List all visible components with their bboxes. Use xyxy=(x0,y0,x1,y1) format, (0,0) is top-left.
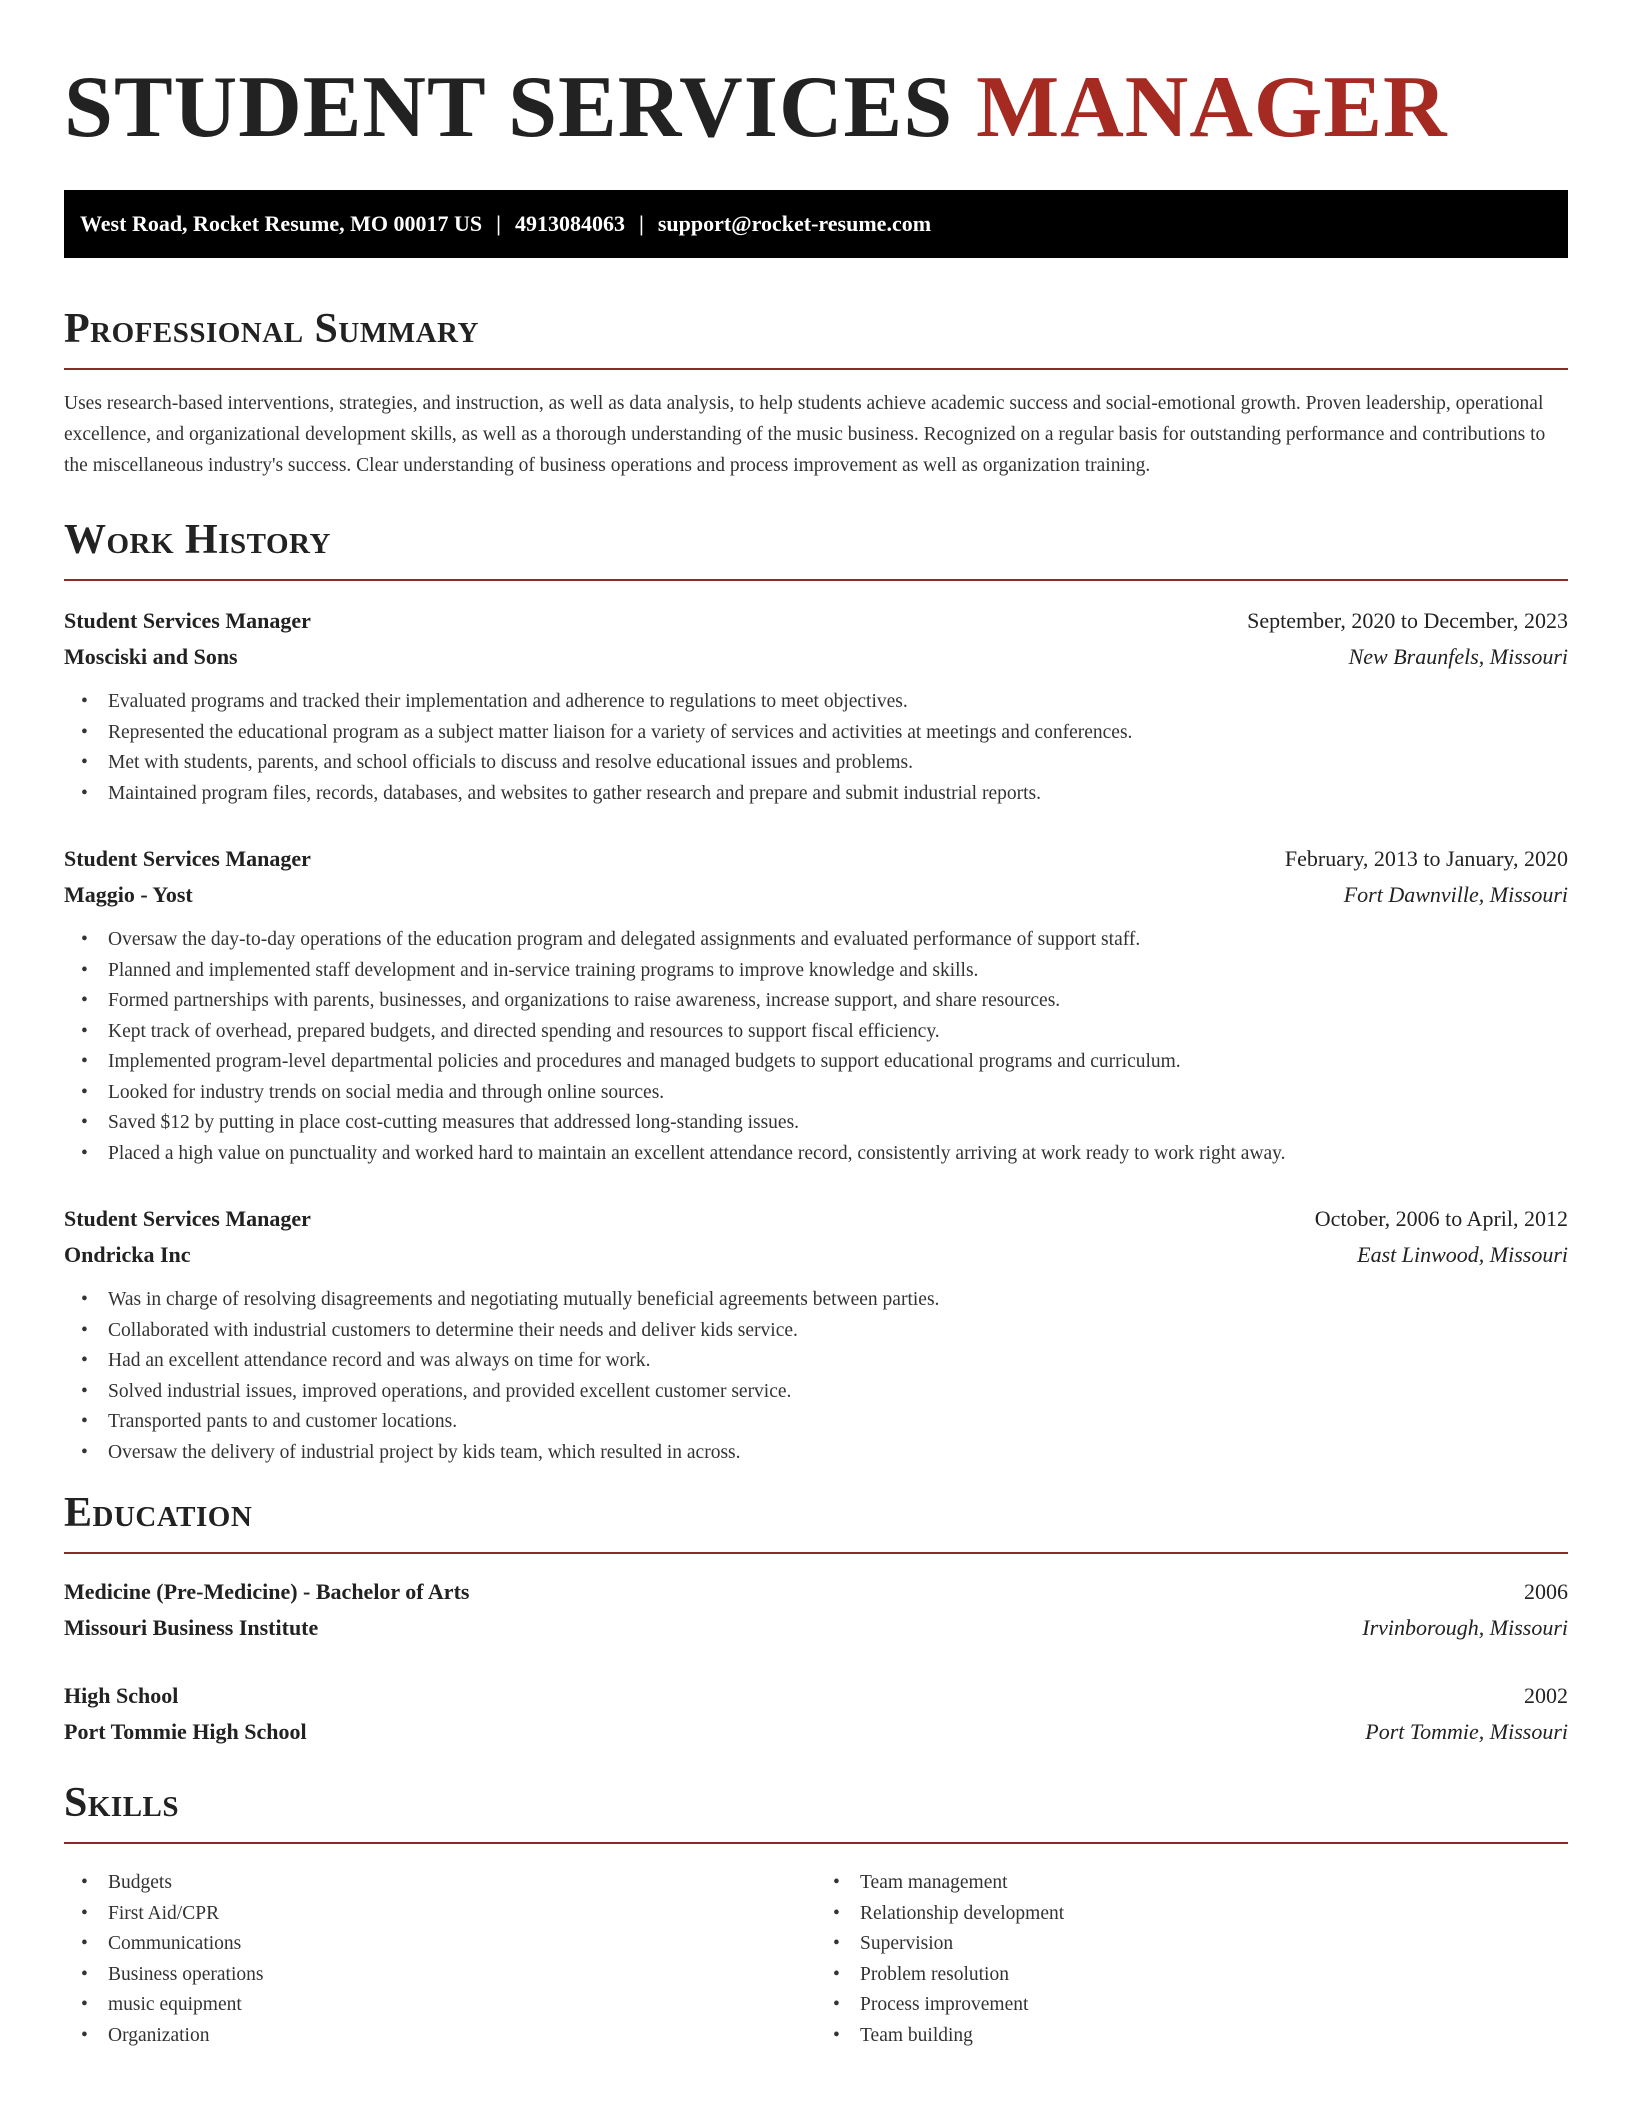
job-entry xyxy=(64,603,1568,809)
job-bullet: • Was in charge of resolving disagreements and negotiating mutually beneficial agreements between parties. xyxy=(64,1285,1568,1316)
job-company-row xyxy=(64,639,1568,675)
contact-phone: 4913084063 xyxy=(514,211,625,236)
education-list xyxy=(64,1574,1568,1750)
skill-item: • Budgets xyxy=(64,1868,816,1899)
job-location: East Linwood, Missouri xyxy=(1357,1242,1568,1267)
resume-title xyxy=(64,59,1568,156)
job-bullet: • Evaluated programs and tracked their implementation and adherence to regulations to meet objectives. xyxy=(64,687,1568,718)
skills-column-left xyxy=(64,1868,816,2051)
job-bullet: • Solved industrial issues, improved operations, and provided excellent customer service. xyxy=(64,1377,1568,1408)
job-location: New Braunfels, Missouri xyxy=(1348,644,1568,669)
job-company-row xyxy=(64,1237,1568,1273)
job-header-row xyxy=(64,841,1568,877)
education-school-row xyxy=(64,1610,1568,1646)
job-bullet: • Met with students, parents, and school officials to discuss and resolve educational issues and problems. xyxy=(64,748,1568,779)
job-bullet: • Looked for industry trends on social media and through online sources. xyxy=(64,1078,1568,1109)
education-header-row xyxy=(64,1678,1568,1714)
education-location: Port Tommie, Missouri xyxy=(1365,1719,1568,1744)
section-heading-work: Work History xyxy=(64,517,331,563)
education-degree: High School xyxy=(64,1683,179,1708)
skill-item: • First Aid/CPR xyxy=(64,1899,816,1930)
job-company-row xyxy=(64,877,1568,913)
summary-text: Uses research-based interventions, strategies, and instruction, as well as data analysis, to help students achieve academic success and social-emotional growth. Proven leadership, operational excellence, and organizational development skills, as well as a thorough understanding of the music business. Recognized on a regular basis for outstanding performance and contributions to the miscellaneous industry's success. Clear understanding of business operations and process improvement as well as organization training. xyxy=(64,393,1546,476)
education-degree: Medicine (Pre-Medicine) - Bachelor of Arts xyxy=(64,1579,470,1604)
skills-column-right xyxy=(816,1868,1568,2051)
education-header-row xyxy=(64,1574,1568,1610)
section-divider xyxy=(64,579,1568,581)
job-bullet: • Formed partnerships with parents, businesses, and organizations to raise awareness, increase support, and share resources. xyxy=(64,986,1568,1017)
education-entry xyxy=(64,1574,1568,1646)
education-location: Irvinborough, Missouri xyxy=(1362,1615,1568,1640)
job-bullet-list xyxy=(64,1285,1568,1468)
skill-item: • music equipment xyxy=(64,1990,816,2021)
education-section xyxy=(64,1492,1568,1750)
section-divider xyxy=(64,1552,1568,1554)
job-title: Student Services Manager xyxy=(64,846,311,871)
job-bullet: • Had an excellent attendance record and was always on time for work. xyxy=(64,1346,1568,1377)
contact-separator: | xyxy=(638,211,644,236)
contact-separator: | xyxy=(496,211,501,236)
education-school-row xyxy=(64,1714,1568,1750)
skill-item: • Supervision xyxy=(816,1929,1568,1960)
job-bullet: • Saved $12 by putting in place cost-cutting measures that addressed long-standing issues. xyxy=(64,1108,1568,1139)
job-bullet-list xyxy=(64,687,1568,809)
title-job-words: STUDENT SERVICES xyxy=(64,59,954,156)
job-dates: October, 2006 to April, 2012 xyxy=(1314,1206,1568,1231)
job-bullet: • Maintained program files, records, databases, and websites to gather research and prepare and submit industrial reports. xyxy=(64,779,1568,810)
job-bullet: • Placed a high value on punctuality and worked hard to maintain an excellent attendance record, consistently arriving at work ready to work right away. xyxy=(64,1139,1568,1170)
job-entry xyxy=(64,841,1568,1169)
job-header-row xyxy=(64,1201,1568,1237)
job-location: Fort Dawnville, Missouri xyxy=(1343,882,1568,907)
section-divider xyxy=(64,368,1568,370)
skill-item: • Organization xyxy=(64,2021,816,2052)
job-bullet: • Oversaw the delivery of industrial project by kids team, which resulted in across. xyxy=(64,1438,1568,1469)
job-list xyxy=(64,603,1568,1468)
section-heading-education: Education xyxy=(64,1490,253,1536)
skill-item: • Process improvement xyxy=(816,1990,1568,2021)
skill-item: • Team building xyxy=(816,2021,1568,2052)
section-divider xyxy=(64,1842,1568,1844)
education-school: Port Tommie High School xyxy=(64,1719,307,1744)
job-bullet: • Kept track of overhead, prepared budgets, and directed spending and resources to support fiscal efficiency. xyxy=(64,1017,1568,1048)
job-header-row xyxy=(64,603,1568,639)
section-heading-skills: Skills xyxy=(64,1780,180,1826)
job-bullet-list xyxy=(64,925,1568,1169)
skills-section xyxy=(64,1782,1568,2051)
education-year: 2006 xyxy=(1524,1579,1568,1604)
skill-item: • Business operations xyxy=(64,1960,816,1991)
education-entry xyxy=(64,1678,1568,1750)
contact-address: West Road, Rocket Resume, MO 00017 US xyxy=(80,211,483,236)
job-bullet: • Oversaw the day-to-day operations of the education program and delegated assignments and evaluated performance of support staff. xyxy=(64,925,1568,956)
professional-summary-section xyxy=(64,308,1568,481)
job-company: Mosciski and Sons xyxy=(64,644,238,669)
skill-item: • Problem resolution xyxy=(816,1960,1568,1991)
job-bullet: • Planned and implemented staff development and in-service training programs to improve knowledge and skills. xyxy=(64,956,1568,987)
skill-item: • Communications xyxy=(64,1929,816,1960)
job-bullet: • Implemented program-level departmental policies and procedures and managed budgets to support educational programs and curriculum. xyxy=(64,1047,1568,1078)
job-dates: September, 2020 to December, 2023 xyxy=(1247,608,1568,633)
education-school: Missouri Business Institute xyxy=(64,1615,319,1640)
job-company: Ondricka Inc xyxy=(64,1242,191,1267)
contact-email: support@rocket-resume.com xyxy=(657,211,932,236)
job-title: Student Services Manager xyxy=(64,1206,311,1231)
contact-bar xyxy=(64,190,1568,258)
job-bullet: • Transported pants to and customer locations. xyxy=(64,1407,1568,1438)
job-entry xyxy=(64,1201,1568,1468)
education-year: 2002 xyxy=(1524,1683,1568,1708)
section-heading-summary: Professional Summary xyxy=(64,306,479,352)
job-bullet: • Represented the educational program as a subject matter liaison for a variety of services and activities at meetings and conferences. xyxy=(64,718,1568,749)
skills-grid xyxy=(64,1856,1568,2051)
skill-item: • Team management xyxy=(816,1868,1568,1899)
skill-item: • Relationship development xyxy=(816,1899,1568,1930)
job-title: Student Services Manager xyxy=(64,608,311,633)
work-history-section xyxy=(64,519,1568,1468)
job-company: Maggio - Yost xyxy=(64,882,193,907)
job-dates: February, 2013 to January, 2020 xyxy=(1284,846,1568,871)
job-bullet: • Collaborated with industrial customers to determine their needs and deliver kids service. xyxy=(64,1316,1568,1347)
title-accent-word: MANAGER xyxy=(976,59,1448,156)
